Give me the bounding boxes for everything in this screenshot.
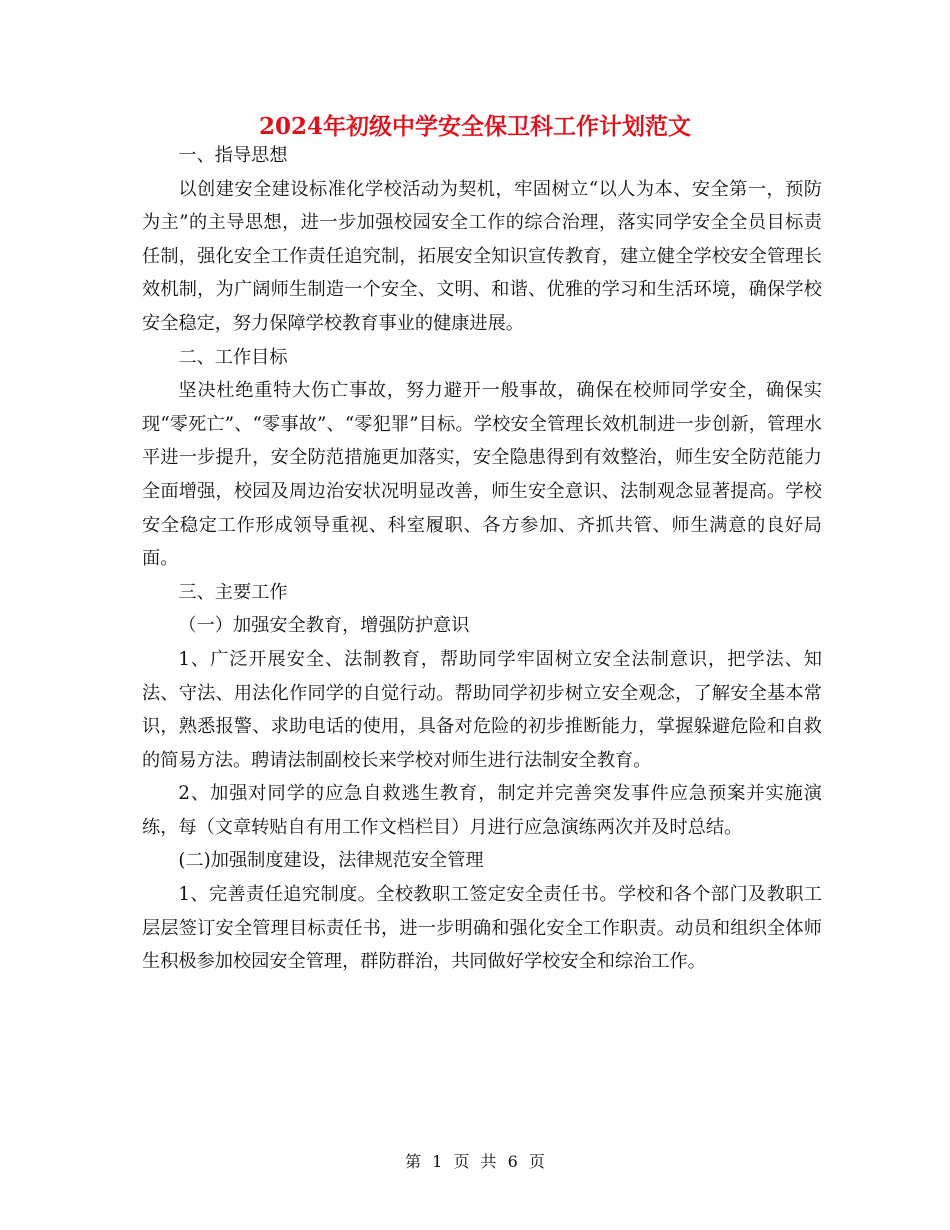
body-paragraph: 坚决杜绝重特大伤亡事故，努力避开一般事故，确保在校师同学安全，确保实现“零死亡”、“零事故”、“零犯罪”目标。学校安全管理长效机制进一步创新，管理水平进一步提升，安全防范措施更加落实，安全隐患得到有效整治，师生安全防范能力全面增强，校园及周边治安状况明显改善，师生安全意识、法制观念显著提高。学校安全稳定工作形成领导重视、科室履职、各方参加、齐抓共管、师生满意的良好局面。 <box>142 380 822 570</box>
section-heading-work-goals: 二、工作目标 <box>178 346 288 368</box>
document-body <box>142 139 822 979</box>
body-paragraph: 1、广泛开展安全、法制教育，帮助同学牢固树立安全法制意识，把学法、知法、守法、用法化作同学的自觉行动。帮助同学初步树立安全观念，了解安全基本常识，熟悉报警、求助电话的使用，具备对危险的初步推断能力，掌握躲避危险和自救的简易方法。聘请法制副校长来学校对师生进行法制安全教育。 <box>142 648 822 771</box>
section-heading-guiding-ideology: 一、指导思想 <box>178 145 288 166</box>
section-heading-main-work: 三、主要工作 <box>178 581 288 603</box>
document-title: 2024年初级中学安全保卫科工作计划范文 <box>258 113 691 140</box>
page-number-footer: 第 1 页 共 6 页 <box>405 1152 545 1171</box>
body-paragraph: 以创建安全建设标准化学校活动为契机，牢固树立“以人为本、安全第一，预防为主”的主导思想，进一步加强校园安全工作的综合治理，落实同学安全全员目标责任制，强化安全工作责任追究制，拓展安全知识宣传教育，建立健全学校安全管理长效机制，为广阔师生制造一个安全、文明、和谐、优雅的学习和生活环境，确保学校安全稳定，努力保障学校教育事业的健康进展。 <box>142 178 822 334</box>
body-paragraph: 1、完善责任追究制度。全校教职工签定安全责任书。学校和各个部门及教职工层层签订安全管理目标责任书，进一步明确和强化安全工作职责。动员和组织全体师生积极参加校园安全管理，群防群治，共同做好学校安全和综治工作。 <box>142 884 822 973</box>
subsection-heading: （一）加强安全教育，增强防护意识 <box>178 615 470 637</box>
body-paragraph: 2、加强对同学的应急自救逃生教育，制定并完善突发事件应急预案并实施演练，每（文章转贴自有用工作文档栏目）月进行应急演练两次并及时总结。 <box>142 783 822 838</box>
subsection-heading: (二)加强制度建设，法律规范安全管理 <box>178 850 484 872</box>
